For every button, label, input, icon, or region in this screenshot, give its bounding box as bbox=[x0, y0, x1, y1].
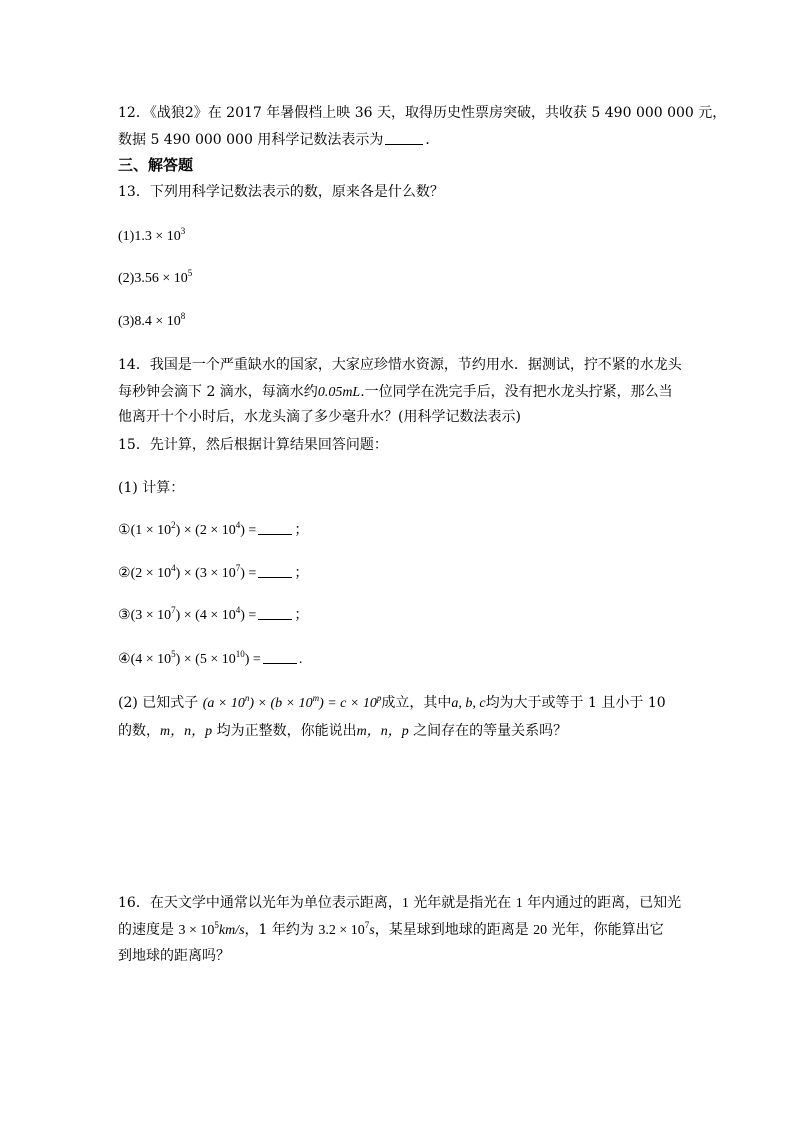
q16-text: 的速度是 bbox=[118, 922, 174, 938]
expr-part: (a × 10 bbox=[202, 696, 245, 711]
calc-number: ② bbox=[118, 566, 131, 581]
calc-exp-a: 5 bbox=[171, 649, 176, 659]
calc-exp-b: 7 bbox=[235, 563, 241, 573]
q13-item-base: 10 bbox=[173, 271, 188, 286]
speed-unit: km/s bbox=[218, 923, 245, 938]
q15-part2-line2 bbox=[118, 722, 567, 741]
calc-end: ； bbox=[294, 608, 309, 623]
answer-blank[interactable] bbox=[385, 132, 423, 145]
times-sign: × bbox=[155, 229, 164, 244]
q16-line1 bbox=[118, 894, 681, 913]
calc-exp-a: 4 bbox=[171, 563, 176, 573]
expr-part: ) = c × 10 bbox=[319, 696, 377, 711]
q14-line2 bbox=[118, 383, 673, 402]
answer-blank[interactable] bbox=[263, 651, 297, 664]
part2-text: 均为大于或等于 1 且小于 10 bbox=[485, 695, 666, 711]
answer-blank[interactable] bbox=[258, 522, 292, 535]
speed-exp: 5 bbox=[214, 920, 219, 930]
part2-text: (2) 已知式子 bbox=[118, 695, 199, 711]
times-sign: × bbox=[162, 271, 171, 286]
light-speed bbox=[178, 920, 245, 938]
q16-number: 1 bbox=[401, 896, 409, 911]
q13-item-mantissa: 1.3 bbox=[134, 229, 152, 244]
q13-item-exponent: 5 bbox=[187, 268, 193, 278]
calc-factor-a: (4 × 10 bbox=[130, 652, 172, 667]
calc-exp-b: 4 bbox=[235, 520, 241, 530]
expr-exp: m bbox=[312, 693, 320, 703]
q15-stem: 15．先计算，然后根据计算结果回答问题： bbox=[118, 437, 388, 453]
q15-part2-line1 bbox=[118, 694, 666, 713]
q12-line1: 12．《战狼2》在 2017 年暑假档上映 36 天，取得历史性票房突破，共收获 5 490 000 000 元， bbox=[118, 105, 727, 121]
q16-text: 16．在天文学中通常以光年为单位表示距离， bbox=[118, 895, 402, 911]
q15-calc-3 bbox=[118, 607, 308, 625]
year-exp: 7 bbox=[364, 920, 370, 930]
calc-equals: ) = bbox=[240, 523, 257, 538]
q14-line2-rest: .一位同学在洗完手后，没有把水龙头拧紧，那么当 bbox=[360, 384, 673, 400]
calc-end: ； bbox=[294, 566, 309, 581]
q13-item-mantissa: 3.56 bbox=[134, 271, 159, 286]
calc-factor-a: (2 × 10 bbox=[130, 566, 172, 581]
part2-text: 成立，其中 bbox=[381, 695, 452, 711]
q16-text: 光年就是指光在 bbox=[413, 895, 512, 911]
q13-item-exponent: 3 bbox=[180, 226, 186, 236]
q14-line3: 他离开十个小时后，水龙头滴了多少毫升水？(用科学记数法表示) bbox=[118, 409, 521, 425]
expr-exp: p bbox=[376, 693, 382, 703]
calc-exp-a: 2 bbox=[171, 520, 176, 530]
q13-item-3 bbox=[118, 313, 185, 331]
q13-item-1 bbox=[118, 228, 185, 246]
part2-vars: m，n，p bbox=[160, 724, 213, 739]
calc-factor-a: (1 × 10 bbox=[130, 523, 172, 538]
q13-stem: 13．下列用科学记数法表示的数，原来各是什么数？ bbox=[118, 184, 444, 200]
part2-expression bbox=[202, 693, 382, 711]
year-mantissa: 3.2 × 10 bbox=[318, 923, 365, 938]
q12-line2-end: ． bbox=[425, 132, 440, 148]
calc-equals: ) = bbox=[244, 652, 261, 667]
q16-line3: 到地球的距离吗？ bbox=[118, 948, 230, 964]
calc-exp-b: 4 bbox=[235, 605, 241, 615]
q14-line2-text: 每秒钟会滴下 2 滴水，每滴水约 bbox=[118, 384, 318, 400]
q13-item-label: (2) bbox=[118, 271, 135, 286]
q16-number: 1 bbox=[515, 896, 523, 911]
q16-line2 bbox=[118, 921, 664, 940]
q15-calc-4 bbox=[118, 651, 302, 669]
q13-item-base: 10 bbox=[166, 314, 181, 329]
q14-volume: 0.05mL bbox=[317, 385, 361, 400]
calc-factor-b: ) × (2 × 10 bbox=[175, 523, 236, 538]
q16-text: 年内通过的距离，已知光 bbox=[527, 895, 682, 911]
part2-vars: a, b, c bbox=[451, 696, 486, 711]
calc-factor-a: (3 × 10 bbox=[130, 608, 172, 623]
part2-text: 的数， bbox=[118, 723, 160, 739]
part2-text: 均为正整数，你能说出 bbox=[216, 723, 357, 739]
calc-number: ③ bbox=[118, 608, 131, 623]
calc-number: ① bbox=[118, 523, 131, 538]
calc-end: . bbox=[298, 652, 303, 667]
part2-vars: m，n，p bbox=[356, 724, 409, 739]
calc-end: ； bbox=[294, 523, 309, 538]
q16-text: ，某星球到地球的距离是 bbox=[374, 922, 529, 938]
q13-item-2 bbox=[118, 270, 192, 288]
expr-part: ) × (b × 10 bbox=[249, 696, 313, 711]
calc-exp-b: 10 bbox=[235, 649, 245, 659]
q13-item-exponent: 8 bbox=[180, 311, 186, 321]
q14-line1: 14．我国是一个严重缺水的国家，大家应珍惜水资源，节约用水．据测试，拧不紧的水龙头 bbox=[118, 357, 682, 373]
calc-factor-b: ) × (5 × 10 bbox=[175, 652, 236, 667]
answer-blank[interactable] bbox=[258, 607, 292, 620]
q13-item-mantissa: 8.4 bbox=[134, 314, 152, 329]
year-seconds bbox=[318, 920, 375, 938]
q15-calc-1 bbox=[118, 522, 308, 540]
calc-equals: ) = bbox=[240, 566, 257, 581]
calc-number: ④ bbox=[118, 652, 131, 667]
speed-mantissa: 3 × 10 bbox=[178, 923, 215, 938]
q16-text: ，1 年约为 bbox=[244, 922, 314, 938]
part2-text: 之间存在的等量关系吗？ bbox=[413, 723, 568, 739]
calc-factor-b: ) × (3 × 10 bbox=[175, 566, 236, 581]
year-unit: s bbox=[369, 923, 375, 938]
section-heading: 三、解答题 bbox=[118, 156, 194, 174]
calc-factor-b: ) × (4 × 10 bbox=[175, 608, 236, 623]
q16-text: 光年，你能算出它 bbox=[551, 922, 664, 938]
q16-number: 20 bbox=[533, 923, 548, 938]
answer-blank[interactable] bbox=[258, 565, 292, 578]
calc-equals: ) = bbox=[240, 608, 257, 623]
q12-line2 bbox=[118, 131, 439, 149]
times-sign: × bbox=[155, 314, 164, 329]
calc-exp-a: 7 bbox=[171, 605, 176, 615]
q15-calc-2 bbox=[118, 565, 308, 583]
q13-item-label: (1) bbox=[118, 229, 135, 244]
q12-line2-text: 数据 5 490 000 000 用科学记数法表示为 bbox=[118, 132, 384, 148]
q13-item-label: (3) bbox=[118, 314, 135, 329]
expr-exp: n bbox=[244, 693, 250, 703]
q15-part1-label: (1) 计算： bbox=[118, 480, 185, 496]
q13-item-base: 10 bbox=[166, 229, 181, 244]
